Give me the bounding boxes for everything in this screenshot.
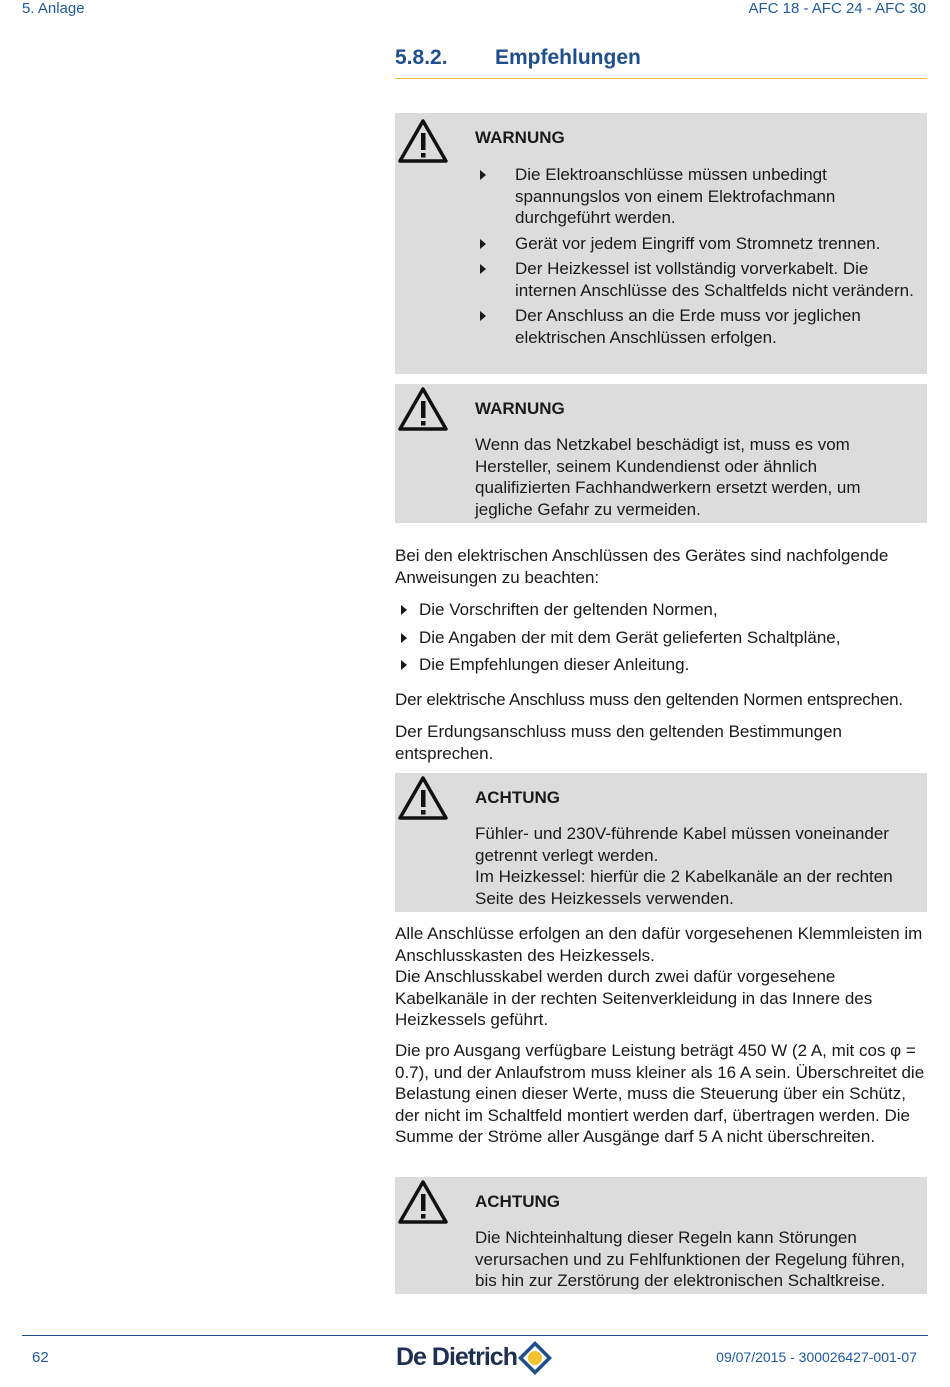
list-item: Der Anschluss an die Erde muss vor jeglichen elektrischen Anschlüssen erfolgen. [475,305,917,348]
warning-list [475,164,917,352]
list-item: Die Elektroanschlüsse müssen unbedingt spannungslos von einem Elektrofachmann durchgeführt werden. [475,164,917,229]
header-models: AFC 18 - AFC 24 - AFC 30 [748,0,926,17]
caution-line: Fühler- und 230V-führende Kabel müssen voneinander getrennt verlegt werden. [475,824,889,865]
connections-line: Alle Anschlüsse erfolgen an den dafür vorgesehenen Klemmleisten im Anschlusskasten des Heizkessels. [395,924,923,965]
footer-divider [22,1335,928,1336]
list-item: Die Vorschriften der geltenden Normen, [395,599,930,627]
list-item: Gerät vor jedem Eingriff vom Stromnetz trennen. [475,233,917,255]
warning-box-2 [395,384,927,523]
warning-triangle-icon [397,118,449,164]
power-paragraph: Die pro Ausgang verfügbare Leistung beträgt 450 W (2 A, mit cos φ = 0.7), und der Anlaufstrom muss kleiner als 16 A sein. Überschreitet die Belastung einen dieser Werte, muss die Steuerung über ein Schütz, der nicht im Schaltfeld montiert werden darf, übertragen werden. Die Summe der Ströme aller Ausgänge darf 5 A nicht überschreiten. [395,1041,925,1146]
warning-triangle-icon [397,1179,449,1225]
de-dietrich-logo [396,1340,556,1376]
caution-line: Im Heizkessel: hierfür die 2 Kabelkanäle an der rechten Seite des Heizkessels verwenden. [475,867,893,908]
warning-text: Wenn das Netzkabel beschädigt ist, muss es vom Hersteller, seinem Kundendienst oder ähnlich qualifizierten Fachhandwerkern ersetzt werden, um jegliche Gefahr zu vermeiden. [475,435,861,519]
caution-box-2 [395,1177,927,1294]
arrow-bullet-icon [480,170,486,180]
caution-box-1 [395,773,927,912]
warning-box-1 [395,113,927,374]
page-number: 62 [32,1349,49,1366]
caution-label: ACHTUNG [475,1192,560,1211]
arrow-bullet-icon [401,660,407,670]
arrow-bullet-icon [480,264,486,274]
intro-paragraph: Bei den elektrischen Anschlüssen des Gerätes sind nachfolgende Anweisungen zu beachten: [395,546,889,587]
header-section: 5. Anlage [22,0,85,17]
brand-diamond-icon [517,1340,553,1376]
section-heading [395,44,927,79]
norms-paragraph: Der elektrische Anschluss muss den geltenden Normen entsprechen. [395,690,903,709]
list-item: Der Heizkessel ist vollständig vorverkabelt. Die internen Anschlüsse des Schaltfelds nicht verändern. [475,258,917,301]
arrow-bullet-icon [401,605,407,615]
section-title: Empfehlungen [495,46,641,69]
list-item: Die Angaben der mit dem Gerät gelieferten Schaltpläne, [395,627,930,655]
caution-label: ACHTUNG [475,788,560,807]
list-item: Die Empfehlungen dieser Anleitung. [395,654,930,682]
warning-label: WARNUNG [475,399,565,418]
earth-paragraph: Der Erdungsanschluss muss den geltenden Bestimmungen entsprechen. [395,722,842,763]
arrow-bullet-icon [401,633,407,643]
warning-label: WARNUNG [475,128,565,147]
caution-text: Die Nichteinhaltung dieser Regeln kann Störungen verursachen und zu Fehlfunktionen der Regelung führen, bis hin zur Zerstörung der elektronischen Schaltkreise. [475,1228,906,1290]
document-reference: 09/07/2015 - 300026427-001-07 [716,1349,917,1365]
arrow-bullet-icon [480,239,486,249]
warning-triangle-icon [397,775,449,821]
instruction-list [395,599,930,682]
brand-name: De Dietrich [396,1343,517,1371]
caution-text [475,823,917,909]
connections-paragraph [395,923,930,1031]
section-number: 5.8.2. [395,46,448,69]
arrow-bullet-icon [480,311,486,321]
connections-line: Die Anschlusskabel werden durch zwei dafür vorgesehene Kabelkanäle in der rechten Seitenverkleidung in das Innere des Heizkessels geführt. [395,967,873,1029]
warning-triangle-icon [397,386,449,432]
